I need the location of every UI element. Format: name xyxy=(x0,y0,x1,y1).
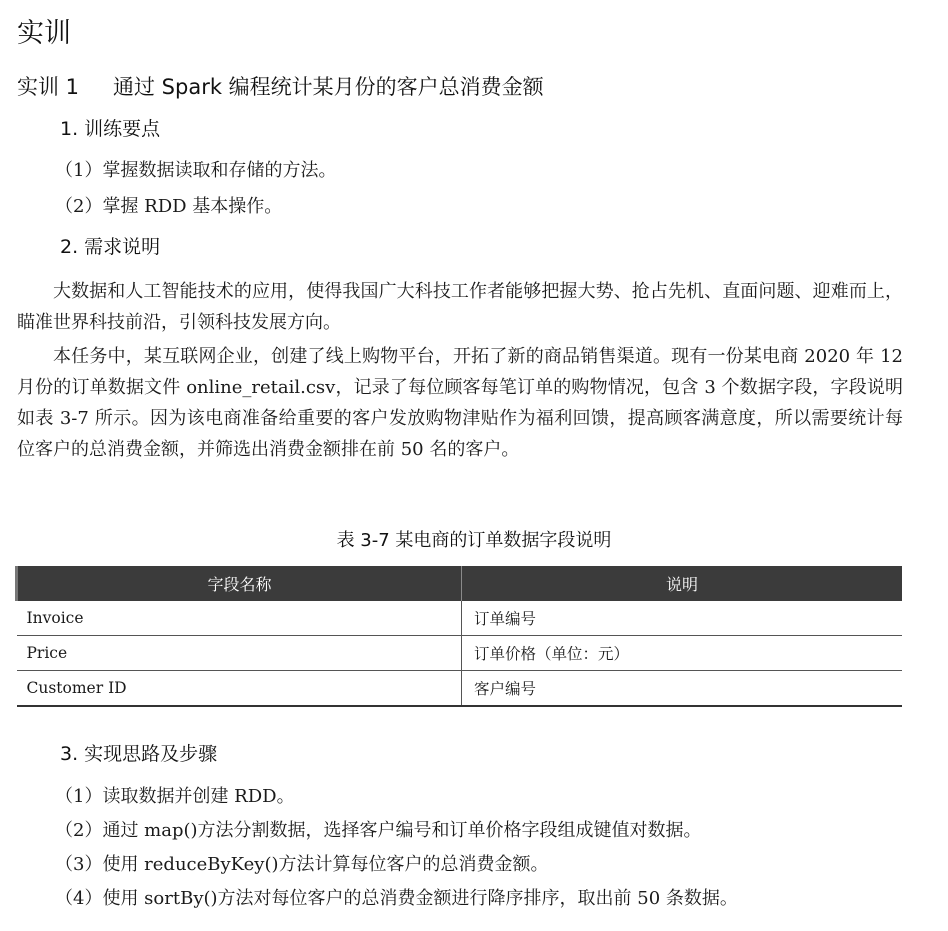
table-header-description: 说明 xyxy=(462,566,903,601)
point-item-2: （2）掌握 RDD 基本操作。 xyxy=(55,196,283,217)
requirements-paragraph-2: 本任务中，某互联网企业，创建了线上购物平台，开拓了新的商品销售渠道。现有一份某电商 2020 年 12 月份的订单数据文件 online_retail.csv，记录了每位顾客每笔订单的购物情况，包含 3 个数据字段，字段说明如表 3-7 所示。因为该电商准备给重要的客户发放购物津贴作为福利回馈，提高顾客满意度，所以需要统计每位客户的总消费金额，并筛选出消费金额排在前 50 名的客户。 xyxy=(17,346,903,460)
step-item-3: （3）使用 reduceByKey()方法计算每位客户的总消费金额。 xyxy=(55,854,549,875)
requirements-heading: 2. 需求说明 xyxy=(60,236,161,258)
requirements-paragraph-1: 大数据和人工智能技术的应用，使得我国广大科技工作者能够把握大势、抢占先机、直面问题、迎难而上，瞄准世界科技前沿，引领科技发展方向。 xyxy=(17,281,903,333)
steps-heading: 3. 实现思路及步骤 xyxy=(60,743,218,765)
field-table xyxy=(15,566,902,707)
point-item-1: （1）掌握数据读取和存储的方法。 xyxy=(55,160,337,181)
table-header-row xyxy=(17,566,903,601)
training-number: 实训 1 xyxy=(17,75,80,99)
table-cell: Invoice xyxy=(17,601,462,636)
training-title: 通过 Spark 编程统计某月份的客户总消费金额 xyxy=(113,75,544,99)
points-heading: 1. 训练要点 xyxy=(60,118,161,140)
table-cell: 订单价格（单位：元） xyxy=(462,636,903,671)
table-row xyxy=(17,671,903,707)
table-cell: 客户编号 xyxy=(462,671,903,707)
table-row xyxy=(17,601,903,636)
section-title: 实训 xyxy=(17,18,71,49)
table-cell: Customer ID xyxy=(17,671,462,707)
table-header-field-name: 字段名称 xyxy=(17,566,462,601)
step-item-1: （1）读取数据并创建 RDD。 xyxy=(55,786,295,807)
table-caption: 表 3-7 某电商的订单数据字段说明 xyxy=(336,530,612,551)
table-row xyxy=(17,636,903,671)
training-heading xyxy=(17,71,544,103)
step-item-2: （2）通过 map()方法分割数据，选择客户编号和订单价格字段组成键值对数据。 xyxy=(55,820,702,841)
step-item-4: （4）使用 sortBy()方法对每位客户的总消费金额进行降序排序，取出前 50 条数据。 xyxy=(55,888,738,909)
table-cell: 订单编号 xyxy=(462,601,903,636)
table-cell: Price xyxy=(17,636,462,671)
